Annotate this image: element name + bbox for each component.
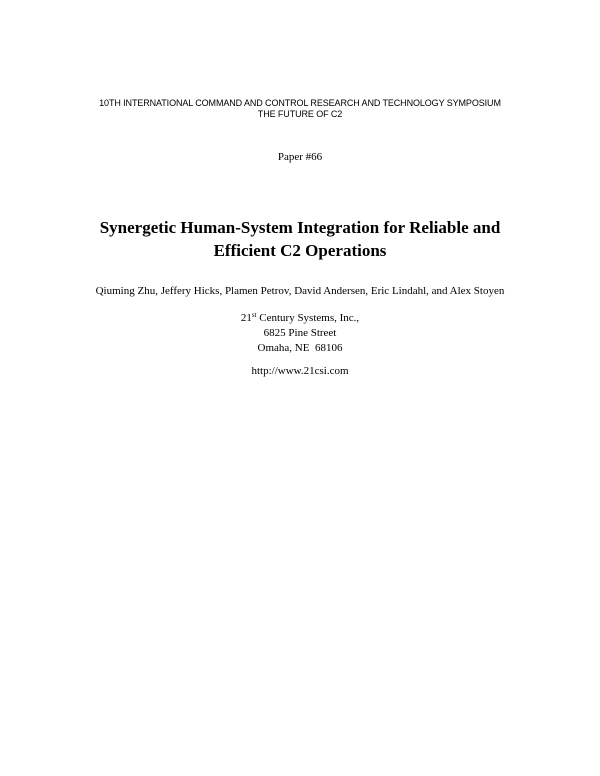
paper-number: Paper #66 — [277, 151, 323, 163]
affiliation-block — [0, 311, 600, 356]
organization-url: http://www.21csi.com — [251, 365, 349, 377]
affiliation-city: Omaha, NE 68106 — [257, 342, 343, 354]
conference-header — [0, 98, 600, 120]
org-name-rest: Century Systems, Inc., — [256, 312, 360, 324]
conference-name: 10TH INTERNATIONAL COMMAND AND CONTROL RESEARCH AND TECHNOLOGY SYMPOSIUM — [99, 98, 501, 108]
paper-title-line-2: Efficient C2 Operations — [213, 241, 387, 260]
org-superscript: st — [251, 311, 257, 319]
affiliation-street: 6825 Pine Street — [263, 327, 337, 339]
paper-title — [0, 216, 600, 262]
org-number: 21 — [240, 312, 252, 324]
conference-theme: THE FUTURE OF C2 — [257, 109, 343, 119]
author-list: Qiuming Zhu, Jeffery Hicks, Plamen Petrov, David Andersen, Eric Lindahl, and Alex Stoyen — [95, 285, 505, 297]
paper-title-line-1: Synergetic Human-System Integration for Reliable and — [99, 218, 501, 237]
affiliation-organization — [0, 311, 600, 326]
